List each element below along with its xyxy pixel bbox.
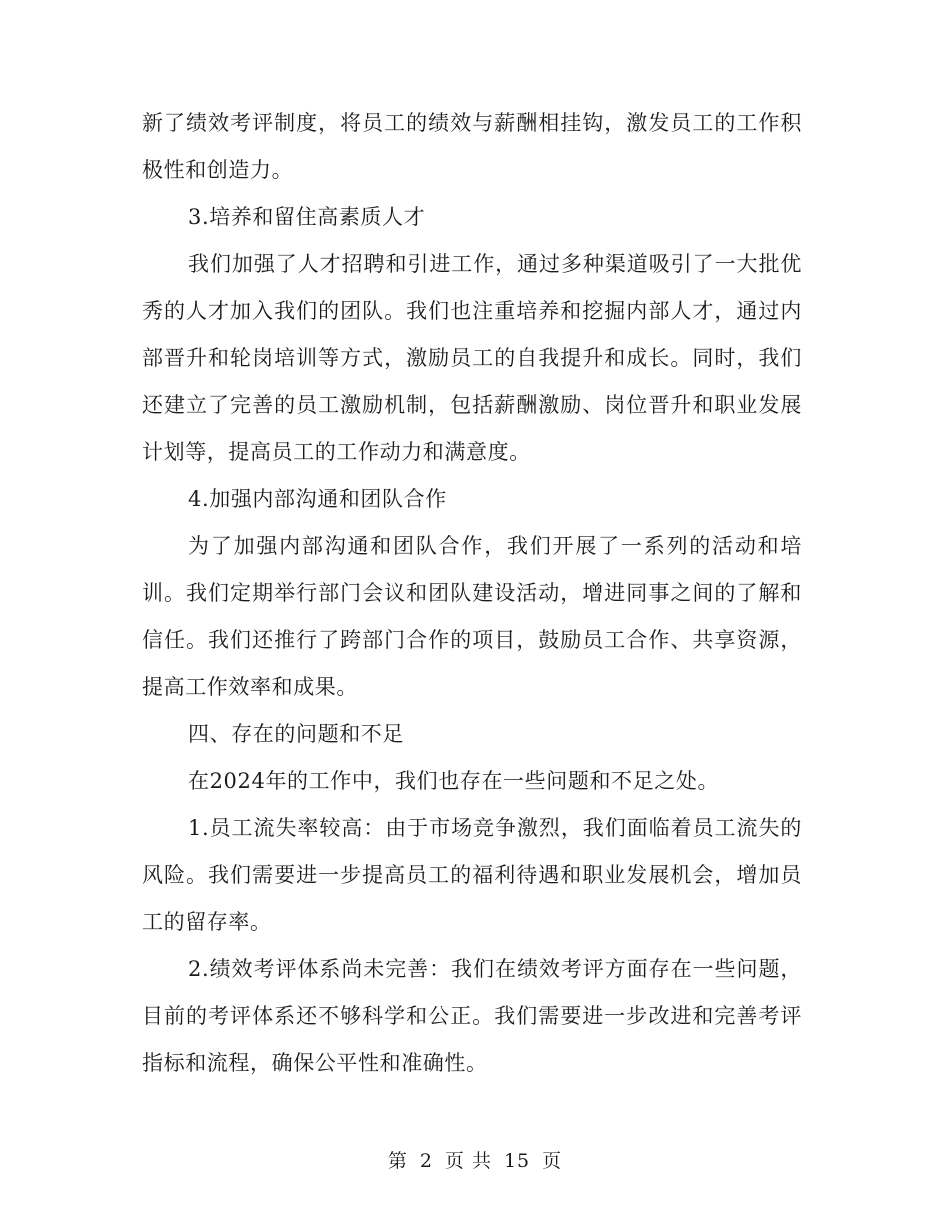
section-heading-4: 4.加强内部沟通和团队合作 — [188, 487, 447, 511]
footer-page-number: 2 — [419, 1150, 433, 1172]
document-page — [142, 100, 802, 1087]
footer-total-pages: 15 — [503, 1150, 531, 1172]
paragraph-talent: 我们加强了人才招聘和引进工作，通过多种渠道吸引了一大批优秀的人才加入我们的团队。我们也注重培养和挖掘内部人才，通过内部晋升和轮岗培训等方式，激励员工的自我提升和成长。同时，我们还建立了完善的员工激励机制，包括薪酬激励、岗位晋升和职业发展计划等，提高员工的工作动力和满意度。 — [142, 252, 802, 464]
paragraph-teamwork: 为了加强内部沟通和团队合作，我们开展了一系列的活动和培训。我们定期举行部门会议和团队建设活动，增进同事之间的了解和信任。我们还推行了跨部门合作的项目，鼓励员工合作、共享资源，提高工作效率和成果。 — [142, 534, 802, 699]
paragraph-problems-intro: 在2024年的工作中，我们也存在一些问题和不足之处。 — [188, 769, 720, 793]
paragraph-problem-2: 2.绩效考评体系尚未完善：我们在绩效考评方面存在一些问题，目前的考评体系还不够科学和公正。我们需要进一步改进和完善考评指标和流程，确保公平性和准确性。 — [142, 957, 802, 1075]
paragraph-problem-1: 1.员工流失率较高：由于市场竞争激烈，我们面临着员工流失的风险。我们需要进一步提高员工的福利待遇和职业发展机会，增加员工的留存率。 — [142, 816, 802, 934]
paragraph-continuation: 新了绩效考评制度，将员工的绩效与薪酬相挂钩，激发员工的工作积极性和创造力。 — [142, 111, 802, 182]
footer-middle: 页 共 — [444, 1150, 492, 1172]
page-footer — [0, 1146, 950, 1173]
section-heading-3: 3.培养和留住高素质人才 — [188, 205, 426, 229]
chapter-heading-problems: 四、存在的问题和不足 — [188, 722, 404, 746]
footer-prefix: 第 — [387, 1150, 408, 1172]
footer-suffix: 页 — [542, 1150, 563, 1172]
